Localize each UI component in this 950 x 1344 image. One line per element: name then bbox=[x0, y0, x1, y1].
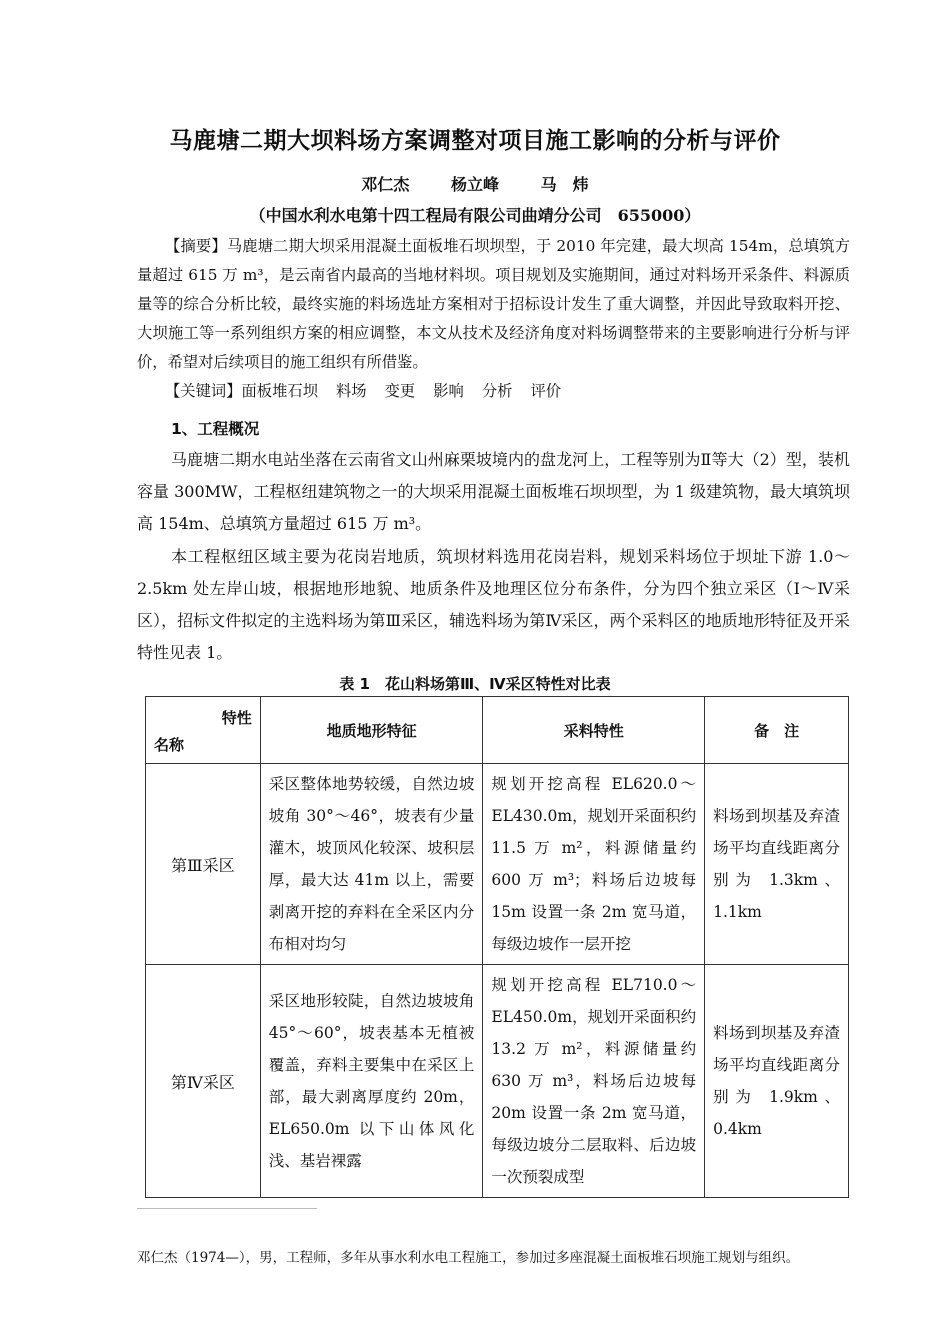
table-row bbox=[146, 965, 849, 1198]
keyword: 评价 bbox=[530, 382, 562, 400]
abstract: 【摘要】马鹿塘二期大坝采用混凝土面板堆石坝坝型，于 2010 年完建，最大坝高 154m，总填筑方量超过 615 万 m³，是云南省内最高的当地材料坝。项目规划及实施期间，通过对料场开采条件、料源质量等的综合分析比较，最终实施的料场选址方案相对于招标设计发生了重大调整，并因此导致取料开挖、大坝施工等一系列组织方案的相应调整，本文从技术及经济角度对料场调整带来的主要影响进行分析与评价，希望对后续项目的施工组织有所借鉴。 bbox=[137, 237, 850, 371]
footnote-divider bbox=[137, 1208, 317, 1209]
author-3: 马 炜 bbox=[540, 175, 589, 194]
column-header: 备 注 bbox=[705, 697, 849, 764]
note-cell: 料场到坝基及弃渣场平均直线距离分别为 1.3km、1.1km bbox=[705, 764, 849, 965]
authors bbox=[0, 172, 950, 195]
body-paragraph-1: 马鹿塘二期水电站坐落在云南省文山州麻栗坡境内的盘龙河上，工程等别为Ⅱ等大（2）型，装机容量 300MW，工程枢纽建筑物之一的大坝采用混凝土面板堆石坝坝型，为 1 级建筑物，最大填筑坝高 154m、总填筑方量超过 615 万 m³。 bbox=[137, 450, 850, 533]
keyword: 料场 bbox=[336, 382, 367, 400]
footnote: 邓仁杰（1974—），男，工程师，多年从事水利水电工程施工，参加过多座混凝土面板堆石坝施工规划与组织。 bbox=[137, 1250, 800, 1266]
column-header: 采料特性 bbox=[483, 697, 705, 764]
body-paragraph-2: 本工程枢纽区域主要为花岗岩地质，筑坝材料选用花岗岩料，规划采料场位于坝址下游 1.0～2.5km 处左岸山坡，根据地形地貌、地质条件及地理区位分布条件，分为四个独立采区（Ⅰ～Ⅳ采区），招标文件拟定的主选料场为第Ⅲ采区，辅选料场为第Ⅳ采区，两个采料区的地质地形特征及开采特性见表 1。 bbox=[137, 547, 850, 662]
table-row bbox=[146, 764, 849, 965]
mining-cell: 规划开挖高程 EL620.0～EL430.0m，规划开采面积约 11.5 万 m²，料源储量约 600 万 m³；料场后边坡每 15m 设置一条 2m 宽马道，每级边坡作一层开挖 bbox=[483, 764, 705, 965]
row-name: 第Ⅳ采区 bbox=[146, 965, 261, 1198]
geology-cell: 采区地形较陡，自然边坡坡角 45°～60°，坡表基本无植被覆盖，弃料主要集中在采区上部，最大剥离厚度约 20m， EL650.0m 以下山体风化浅、基岩裸露 bbox=[260, 965, 483, 1198]
comparison-table bbox=[145, 696, 849, 1198]
row-name: 第Ⅲ采区 bbox=[146, 764, 261, 965]
table-caption: 表 1 花山料场第Ⅲ、Ⅳ采区特性对比表 bbox=[339, 675, 611, 693]
mining-cell: 规划开挖高程 EL710.0～EL450.0m，规划开采面积约 13.2 万 m²，料源储量约 630 万 m³，料场后边坡每 20m 设置一条 2m 宽马道，每级边坡分二层取料、后边坡一次预裂成型 bbox=[483, 965, 705, 1198]
geology-cell: 采区整体地势较缓，自然边坡坡角 30°～46°，坡表有少量灌木，坡顶风化较深、坡积层厚，最大达 41m 以上，需要剥离开挖的弃料在全采区内分布相对均匀 bbox=[260, 764, 483, 965]
note-cell: 料场到坝基及弃渣场平均直线距离分别为 1.9km、0.4km bbox=[705, 965, 849, 1198]
keywords bbox=[137, 377, 850, 406]
keyword: 变更 bbox=[384, 382, 416, 400]
paper-title: 马鹿塘二期大坝料场方案调整对项目施工影响的分析与评价 bbox=[169, 128, 781, 154]
keyword: 影响 bbox=[433, 382, 464, 400]
corner-top-label: 特性 bbox=[221, 709, 252, 727]
keyword: 面板堆石坝 bbox=[241, 382, 318, 400]
corner-bottom-label: 名称 bbox=[154, 736, 185, 754]
table-header-row bbox=[146, 697, 849, 764]
keywords-label: 【关键词】 bbox=[165, 382, 242, 400]
section-heading: 1、工程概况 bbox=[171, 420, 260, 438]
column-header: 地质地形特征 bbox=[260, 697, 483, 764]
author-2: 杨立峰 bbox=[450, 175, 499, 194]
keyword: 分析 bbox=[481, 382, 513, 400]
author-1: 邓仁杰 bbox=[361, 175, 410, 194]
affiliation: （中国水利水电第十四工程局有限公司曲靖分公司 655000） bbox=[249, 206, 701, 225]
table-corner-header bbox=[146, 697, 261, 764]
